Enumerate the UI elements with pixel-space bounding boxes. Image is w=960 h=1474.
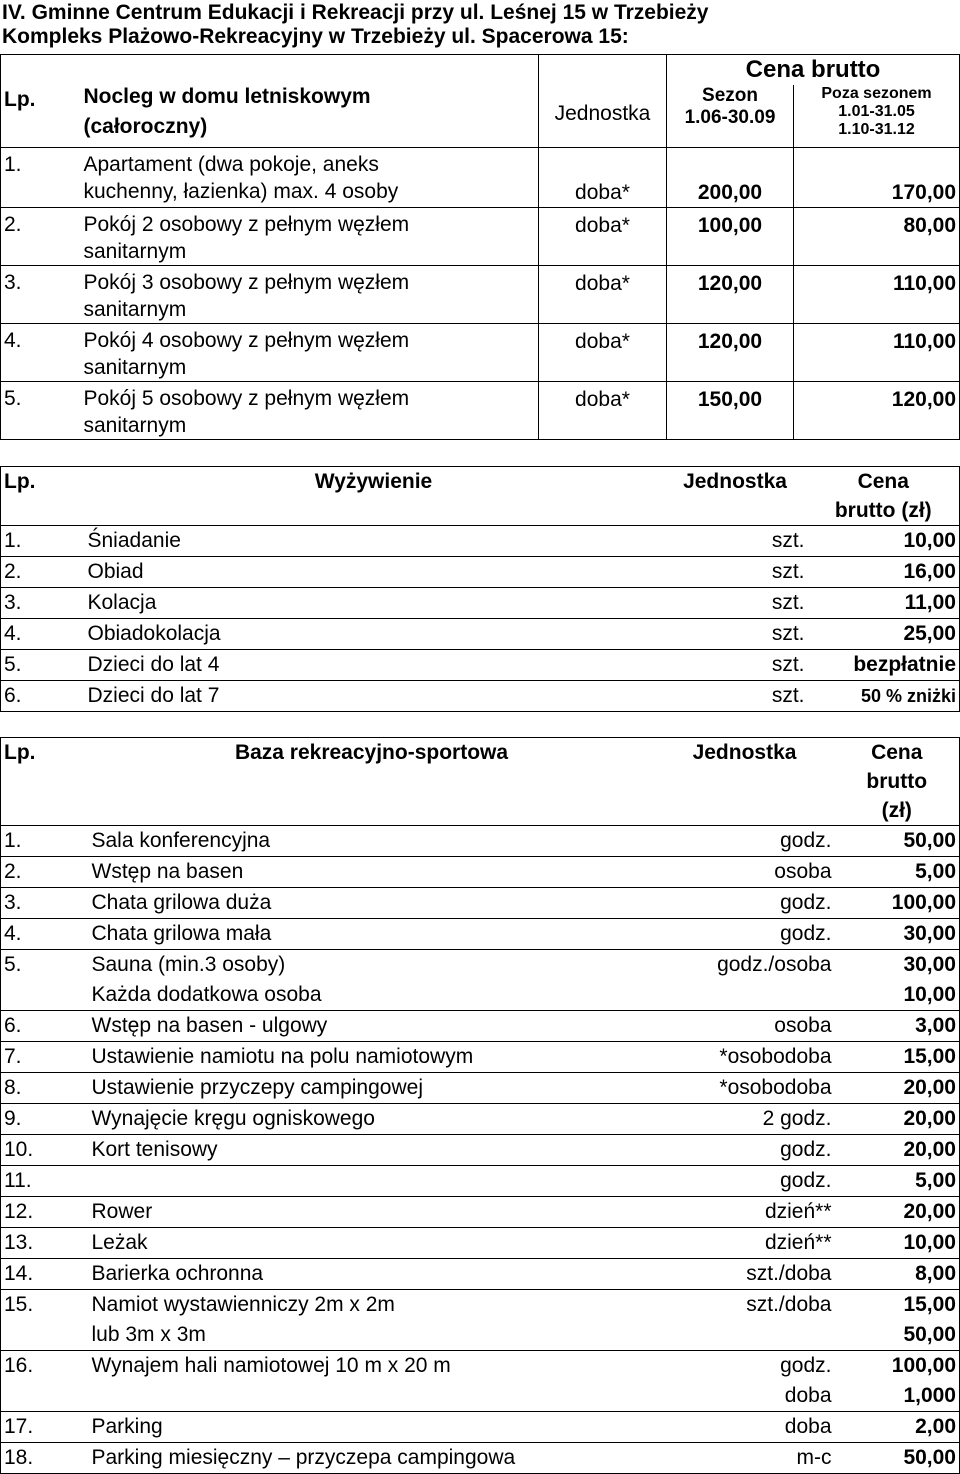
accommodation-header-lp: Lp. bbox=[1, 55, 81, 148]
accommodation-header-season: Sezon 1.06-30.09 bbox=[667, 85, 794, 148]
facility-unit: szt./doba bbox=[655, 1290, 835, 1351]
sport-row bbox=[1, 1104, 960, 1135]
sport-row bbox=[1, 1228, 960, 1259]
row-lp: 6. bbox=[1, 681, 85, 712]
room-unit: doba* bbox=[539, 208, 667, 266]
accommodation-table bbox=[0, 54, 960, 440]
sport-header-lp: Lp. bbox=[1, 738, 89, 826]
row-lp: 1. bbox=[1, 148, 81, 208]
facility-price: 5,00 bbox=[835, 1166, 960, 1197]
food-unit: szt. bbox=[663, 681, 808, 712]
facility-price: 20,00 bbox=[835, 1104, 960, 1135]
facility-name: Namiot wystawienniczy 2m x 2m lub 3m x 3m bbox=[89, 1290, 655, 1351]
room-off-season-price: 110,00 bbox=[794, 266, 960, 324]
facility-unit: dzień** bbox=[655, 1228, 835, 1259]
accommodation-header-off-season: Poza sezonem 1.01-31.05 1.10-31.12 bbox=[794, 85, 960, 148]
facility-name: Wstęp na basen - ulgowy bbox=[89, 1011, 655, 1042]
facility-name: Leżak bbox=[89, 1228, 655, 1259]
food-name: Śniadanie bbox=[85, 526, 663, 557]
accommodation-header-price: Cena brutto bbox=[667, 55, 960, 86]
row-lp: 14. bbox=[1, 1259, 89, 1290]
room-name: Pokój 4 osobowy z pełnym węzłem sanitarnym bbox=[81, 324, 539, 382]
sport-header-unit: Jednostka bbox=[655, 738, 835, 826]
food-row bbox=[1, 681, 960, 712]
row-lp: 16. bbox=[1, 1351, 89, 1412]
facility-name: Parking miesięczny – przyczepa campingowa bbox=[89, 1443, 655, 1474]
facility-name: Kort tenisowy bbox=[89, 1135, 655, 1166]
facility-name: Ustawienie namiotu na polu namiotowym bbox=[89, 1042, 655, 1073]
food-price: bezpłatnie bbox=[808, 650, 960, 681]
row-lp: 2. bbox=[1, 857, 89, 888]
row-lp: 9. bbox=[1, 1104, 89, 1135]
facility-unit: osoba bbox=[655, 857, 835, 888]
facility-price: 20,00 bbox=[835, 1197, 960, 1228]
row-lp: 3. bbox=[1, 588, 85, 619]
food-price: 10,00 bbox=[808, 526, 960, 557]
facility-price: 10,00 bbox=[835, 1228, 960, 1259]
sport-row bbox=[1, 1351, 960, 1412]
row-lp: 17. bbox=[1, 1412, 89, 1443]
sport-row bbox=[1, 1443, 960, 1474]
document-header-line-2: Kompleks Plażowo-Rekreacyjny w Trzebieży ul. Spacerowa 15: bbox=[2, 25, 629, 48]
row-lp: 4. bbox=[1, 619, 85, 650]
row-lp: 6. bbox=[1, 1011, 89, 1042]
accommodation-row bbox=[1, 208, 960, 266]
room-season-price: 150,00 bbox=[667, 382, 794, 440]
row-lp: 13. bbox=[1, 1228, 89, 1259]
room-unit: doba* bbox=[539, 148, 667, 208]
food-price: 11,00 bbox=[808, 588, 960, 619]
room-season-price: 100,00 bbox=[667, 208, 794, 266]
facility-price: 100,00 bbox=[835, 888, 960, 919]
facility-price: 100,00 1,000 bbox=[835, 1351, 960, 1412]
facility-price: 3,00 bbox=[835, 1011, 960, 1042]
room-unit: doba* bbox=[539, 324, 667, 382]
facility-unit: *osobodoba bbox=[655, 1073, 835, 1104]
food-unit: szt. bbox=[663, 650, 808, 681]
facility-price: 15,00 bbox=[835, 1042, 960, 1073]
facility-unit: godz. doba bbox=[655, 1351, 835, 1412]
room-off-season-price: 120,00 bbox=[794, 382, 960, 440]
accommodation-row bbox=[1, 382, 960, 440]
facility-unit: godz. bbox=[655, 1135, 835, 1166]
food-header-name: Wyżywienie bbox=[85, 467, 663, 526]
sport-row bbox=[1, 950, 960, 1011]
row-lp: 4. bbox=[1, 919, 89, 950]
room-off-season-price: 80,00 bbox=[794, 208, 960, 266]
room-off-season-price: 110,00 bbox=[794, 324, 960, 382]
food-row bbox=[1, 588, 960, 619]
room-unit: doba* bbox=[539, 266, 667, 324]
facility-name: Wynajem hali namiotowej 10 m x 20 m bbox=[89, 1351, 655, 1412]
sport-row bbox=[1, 1073, 960, 1104]
sport-row bbox=[1, 1259, 960, 1290]
room-season-price: 120,00 bbox=[667, 266, 794, 324]
facility-name: Wstęp na basen bbox=[89, 857, 655, 888]
food-table bbox=[0, 466, 960, 712]
food-unit: szt. bbox=[663, 557, 808, 588]
sport-row bbox=[1, 1042, 960, 1073]
facility-price: 50,00 bbox=[835, 1443, 960, 1474]
accommodation-row bbox=[1, 324, 960, 382]
food-row bbox=[1, 526, 960, 557]
facility-name: Barierka ochronna bbox=[89, 1259, 655, 1290]
accommodation-row bbox=[1, 148, 960, 208]
facility-unit: doba bbox=[655, 1412, 835, 1443]
room-season-price: 120,00 bbox=[667, 324, 794, 382]
room-name: Pokój 3 osobowy z pełnym węzłem sanitarnym bbox=[81, 266, 539, 324]
food-name: Kolacja bbox=[85, 588, 663, 619]
sport-table bbox=[0, 737, 960, 1474]
facility-unit: m-c bbox=[655, 1443, 835, 1474]
facility-name: Sala konferencyjna bbox=[89, 826, 655, 857]
facility-unit: szt./doba bbox=[655, 1259, 835, 1290]
sport-row bbox=[1, 1197, 960, 1228]
facility-price: 30,00 10,00 bbox=[835, 950, 960, 1011]
food-unit: szt. bbox=[663, 526, 808, 557]
sport-row bbox=[1, 1412, 960, 1443]
row-lp: 3. bbox=[1, 266, 81, 324]
food-unit: szt. bbox=[663, 588, 808, 619]
room-name: Pokój 2 osobowy z pełnym węzłem sanitarnym bbox=[81, 208, 539, 266]
facility-price: 15,00 50,00 bbox=[835, 1290, 960, 1351]
sport-row bbox=[1, 919, 960, 950]
sport-header-price: Cena brutto (zł) bbox=[835, 738, 960, 826]
sport-row bbox=[1, 888, 960, 919]
facility-unit: osoba bbox=[655, 1011, 835, 1042]
room-unit: doba* bbox=[539, 382, 667, 440]
room-season-price: 200,00 bbox=[667, 148, 794, 208]
accommodation-row bbox=[1, 266, 960, 324]
room-name: Pokój 5 osobowy z pełnym węzłem sanitarnym bbox=[81, 382, 539, 440]
facility-name: Wynajęcie kręgu ogniskowego bbox=[89, 1104, 655, 1135]
row-lp: 12. bbox=[1, 1197, 89, 1228]
facility-name: Ustawienie przyczepy campingowej bbox=[89, 1073, 655, 1104]
row-lp: 1. bbox=[1, 826, 89, 857]
facility-price: 20,00 bbox=[835, 1073, 960, 1104]
food-row bbox=[1, 650, 960, 681]
facility-name: Sauna (min.3 osoby) Każda dodatkowa osoba bbox=[89, 950, 655, 1011]
food-name: Obiadokolacja bbox=[85, 619, 663, 650]
facility-price: 20,00 bbox=[835, 1135, 960, 1166]
sport-row bbox=[1, 1290, 960, 1351]
facility-name: Chata grilowa mała bbox=[89, 919, 655, 950]
sport-header-name: Baza rekreacyjno-sportowa bbox=[89, 738, 655, 826]
food-row bbox=[1, 557, 960, 588]
facility-unit: godz./osoba bbox=[655, 950, 835, 1011]
sport-row bbox=[1, 1135, 960, 1166]
accommodation-header-unit: Jednostka bbox=[539, 55, 667, 148]
facility-unit: godz. bbox=[655, 826, 835, 857]
facility-unit: *osobodoba bbox=[655, 1042, 835, 1073]
room-off-season-price: 170,00 bbox=[794, 148, 960, 208]
food-name: Obiad bbox=[85, 557, 663, 588]
sport-row bbox=[1, 1166, 960, 1197]
food-row bbox=[1, 619, 960, 650]
facility-price: 50,00 bbox=[835, 826, 960, 857]
row-lp: 4. bbox=[1, 324, 81, 382]
facility-name bbox=[89, 1166, 655, 1197]
facility-unit: 2 godz. bbox=[655, 1104, 835, 1135]
room-name: Apartament (dwa pokoje, aneks kuchenny, łazienka) max. 4 osoby bbox=[81, 148, 539, 208]
facility-price: 2,00 bbox=[835, 1412, 960, 1443]
facility-price: 30,00 bbox=[835, 919, 960, 950]
food-name: Dzieci do lat 7 bbox=[85, 681, 663, 712]
row-lp: 5. bbox=[1, 382, 81, 440]
sport-row bbox=[1, 826, 960, 857]
facility-price: 8,00 bbox=[835, 1259, 960, 1290]
row-lp: 7. bbox=[1, 1042, 89, 1073]
row-lp: 8. bbox=[1, 1073, 89, 1104]
facility-unit: godz. bbox=[655, 888, 835, 919]
facility-name: Rower bbox=[89, 1197, 655, 1228]
sport-row bbox=[1, 857, 960, 888]
food-unit: szt. bbox=[663, 619, 808, 650]
row-lp: 5. bbox=[1, 950, 89, 1011]
food-header-unit: Jednostka bbox=[663, 467, 808, 526]
facility-name: Chata grilowa duża bbox=[89, 888, 655, 919]
facility-name: Parking bbox=[89, 1412, 655, 1443]
food-price: 50 % zniżki bbox=[808, 681, 960, 712]
row-lp: 18. bbox=[1, 1443, 89, 1474]
facility-price: 5,00 bbox=[835, 857, 960, 888]
document-header-line-1: IV. Gminne Centrum Edukacji i Rekreacji przy ul. Leśnej 15 w Trzebieży bbox=[2, 1, 709, 24]
row-lp: 11. bbox=[1, 1166, 89, 1197]
row-lp: 1. bbox=[1, 526, 85, 557]
food-name: Dzieci do lat 4 bbox=[85, 650, 663, 681]
food-header-lp: Lp. bbox=[1, 467, 85, 526]
facility-unit: godz. bbox=[655, 919, 835, 950]
row-lp: 10. bbox=[1, 1135, 89, 1166]
food-header-price: Cena brutto (zł) bbox=[808, 467, 960, 526]
facility-unit: dzień** bbox=[655, 1197, 835, 1228]
sport-row bbox=[1, 1011, 960, 1042]
food-price: 25,00 bbox=[808, 619, 960, 650]
row-lp: 2. bbox=[1, 557, 85, 588]
food-price: 16,00 bbox=[808, 557, 960, 588]
row-lp: 3. bbox=[1, 888, 89, 919]
row-lp: 2. bbox=[1, 208, 81, 266]
facility-unit: godz. bbox=[655, 1166, 835, 1197]
accommodation-header-name: Nocleg w domu letniskowym (całoroczny) bbox=[81, 55, 539, 148]
row-lp: 5. bbox=[1, 650, 85, 681]
row-lp: 15. bbox=[1, 1290, 89, 1351]
